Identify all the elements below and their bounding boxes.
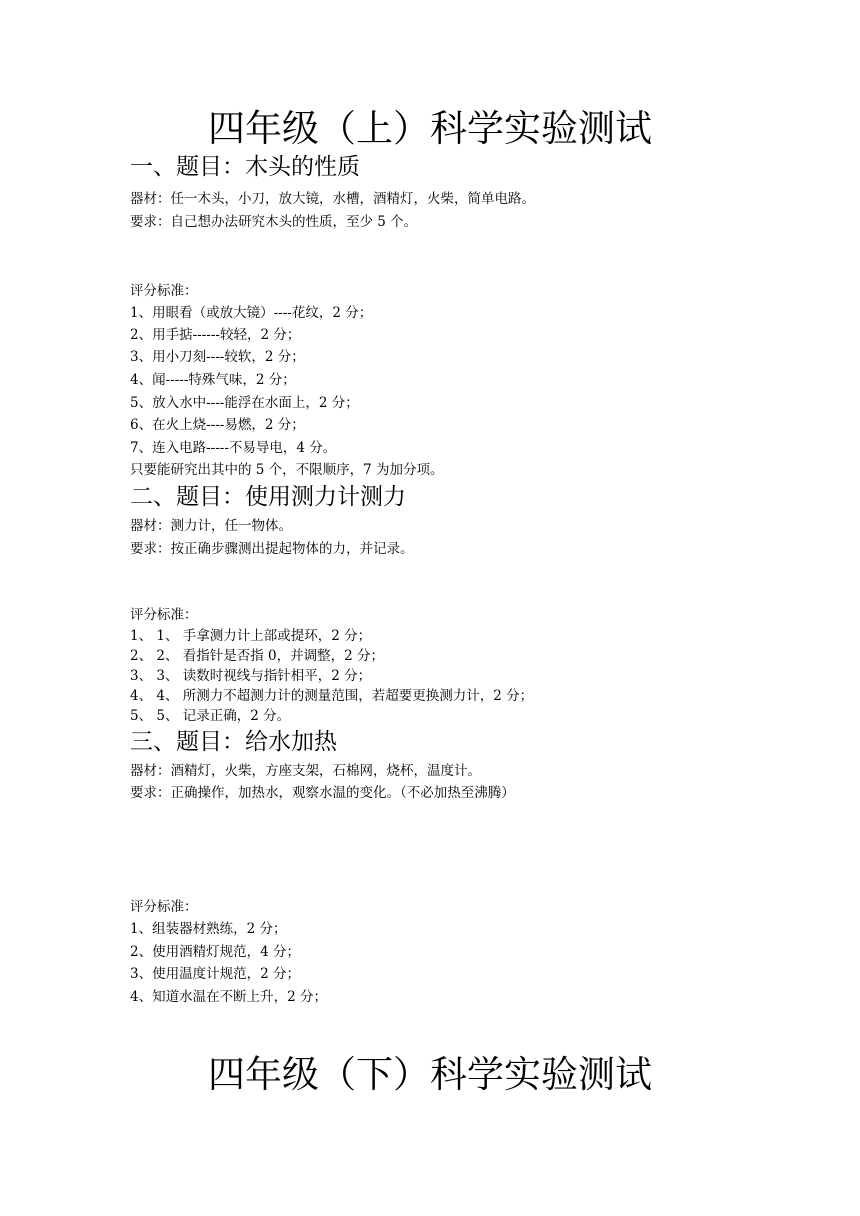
section-3-criterion: 2、使用酒精灯规范，4 分； (130, 944, 300, 960)
section-2-requirement: 要求：按正确步骤测出提起物体的力，并记录。 (130, 541, 414, 557)
section-1-criterion: 7、连入电路-----不易导电，4 分。 (130, 440, 337, 456)
section-1-criterion: 4、闻-----特殊气味，2 分； (130, 372, 296, 388)
section-2-criterion: 2、 2、 看指针是否指 0，并调整，2 分； (130, 648, 385, 664)
section-2-criteria-label: 评分标准： (130, 607, 198, 623)
section-2-criterion: 4、 4、 所测力不超测力计的测量范围，若超要更换测力计，2 分； (130, 688, 534, 704)
section-1-criterion: 5、放入水中----能浮在水面上，2 分； (130, 395, 359, 411)
section-2-criterion: 3、 3、 读数时视线与指针相平，2 分； (130, 668, 372, 684)
section-3-equipment: 器材：酒精灯，火柴，方座支架，石棉网，烧杯，温度计。 (130, 763, 481, 779)
section-3-criteria-label: 评分标准： (130, 899, 198, 915)
section-1-requirement: 要求：自己想办法研究木头的性质，至少 5 个。 (130, 214, 418, 230)
section-2-heading: 二、题目：使用测力计测力 (130, 484, 406, 510)
section-1-criterion: 6、在火上烧----易燃，2 分； (130, 417, 305, 433)
section-1-heading: 一、题目：木头的性质 (130, 154, 360, 180)
section-3-requirement: 要求：正确操作，加热水，观察水温的变化。（不必加热至沸腾） (130, 785, 515, 801)
section-2-equipment: 器材：测力计，任一物体。 (130, 518, 292, 534)
page-title: 四年级（上）科学实验测试 (208, 107, 652, 150)
section-3-heading: 三、题目：给水加热 (130, 729, 337, 755)
section-2-criterion: 5、 5、 记录正确，2 分。 (130, 708, 291, 724)
section-3-criterion: 4、知道水温在不断上升，2 分； (130, 989, 327, 1005)
section-2-criterion: 1、 1、 手拿测力计上部或提环，2 分； (130, 628, 372, 644)
second-page-title: 四年级（下）科学实验测试 (208, 1053, 652, 1096)
section-3-criterion: 3、使用温度计规范，2 分； (130, 966, 300, 982)
section-1-equipment: 器材：任一木头，小刀，放大镜，水槽，酒精灯，火柴，简单电路。 (130, 191, 535, 207)
section-1-criterion: 1、用眼看（或放大镜）----花纹，2 分； (130, 305, 373, 321)
section-3-criterion: 1、组装器材熟练，2 分； (130, 921, 287, 937)
section-1-criterion: 2、用手掂------较轻，2 分； (130, 327, 301, 343)
section-1-criterion: 3、用小刀刻----较软，2 分； (130, 349, 305, 365)
section-1-note: 只要能研究出其中的 5 个，不限顺序，7 为加分项。 (130, 462, 444, 478)
section-1-criteria-label: 评分标准： (130, 283, 198, 299)
